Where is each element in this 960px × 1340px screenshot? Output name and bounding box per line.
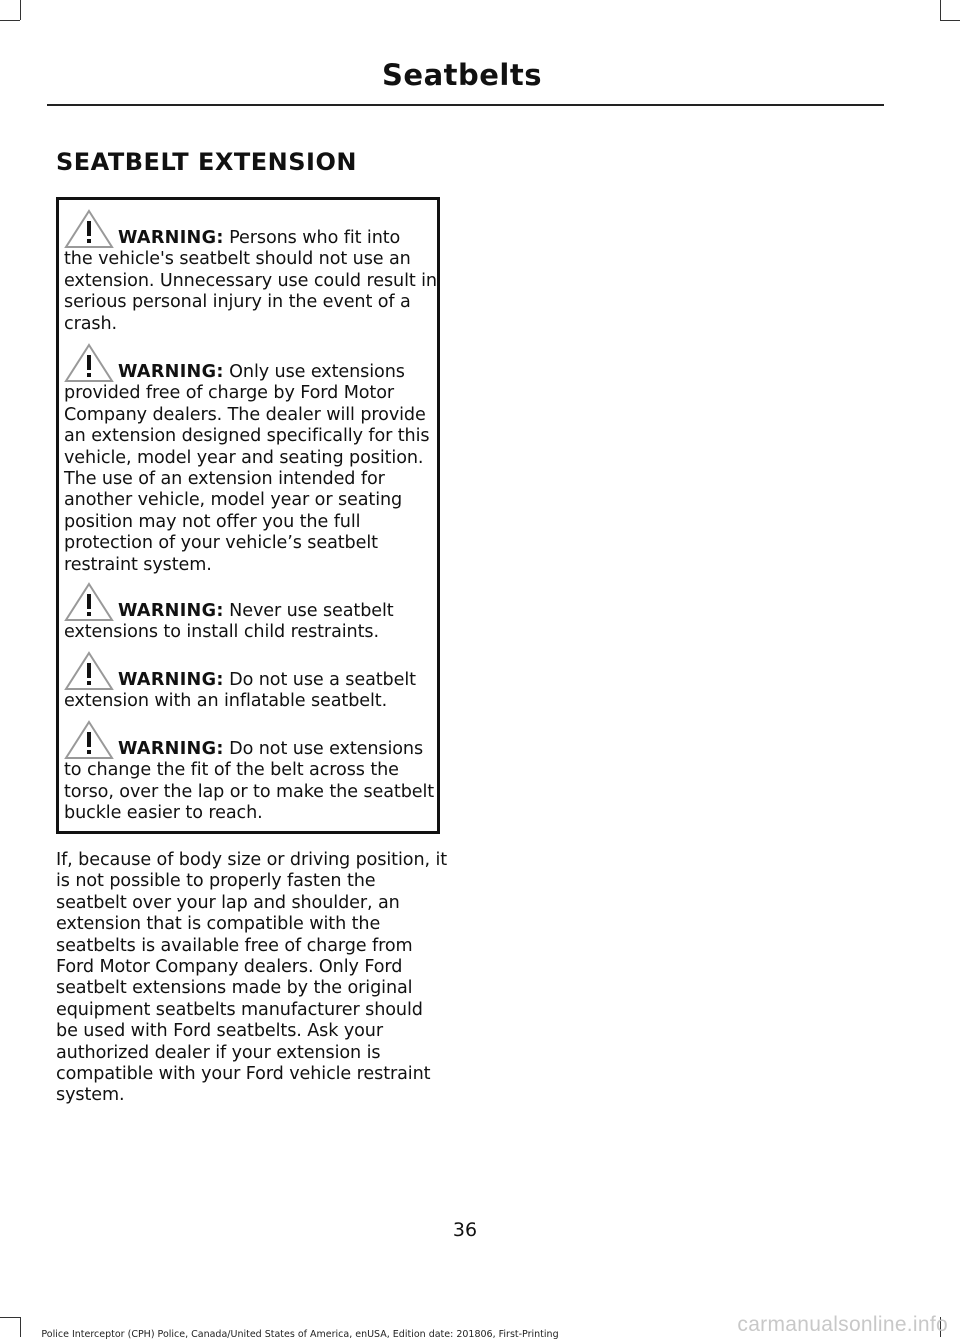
warning-text: to change the fit of the belt across the torso, over the lap or to make the seatbelt buckle easier to reach. [64, 760, 435, 824]
warning-item [64, 205, 440, 335]
warning-triangle-icon [64, 343, 114, 383]
header-divider [47, 104, 884, 106]
crop-mark-top-right [940, 0, 941, 20]
crop-mark-top-left [20, 0, 21, 20]
warning-text-first: Do not use a seatbelt [229, 670, 416, 690]
crop-mark-top-right-h [940, 20, 960, 21]
warning-text: provided free of charge by Ford Motor Company dealers. The dealer will provide an extension designed specifically for this vehicle, model year and seating position. The use of an extension intended for another vehicle, model year or seating position may not offer you the full protection of your vehicle’s seatbelt restraint system. [64, 383, 430, 575]
warning-text-first: Never use seatbelt [229, 601, 394, 621]
warning-triangle-icon [64, 651, 114, 691]
edition-footer: Police Interceptor (CPH) Police, Canada/United States of America, enUSA, Edition date: 201806, First-Printing [41, 1329, 559, 1340]
warning-item [64, 339, 440, 576]
header-title: Seatbelts [382, 58, 542, 92]
section-heading: SEATBELT EXTENSION [56, 148, 357, 176]
warning-text-first: Do not use extensions [229, 739, 424, 759]
crop-mark-bottom-left-h [0, 1317, 20, 1318]
warning-label: WARNING: [118, 228, 224, 248]
warning-label: WARNING: [118, 362, 224, 382]
warning-text: extension with an inflatable seatbelt. [64, 691, 388, 712]
warning-text: the vehicle's seatbelt should not use an extension. Unnecessary use could result in serious personal injury in the event of a crash. [64, 249, 437, 334]
warning-item [64, 716, 440, 825]
warning-triangle-icon [64, 582, 114, 622]
warning-text-first: Persons who fit into [229, 228, 401, 248]
crop-mark-top-left-h [0, 20, 20, 21]
page-number: 36 [452, 1219, 478, 1241]
warning-text-first: Only use extensions [229, 362, 405, 382]
warning-text: extensions to install child restraints. [64, 622, 379, 643]
warning-triangle-icon [64, 720, 114, 760]
body-paragraph: If, because of body size or driving position, it is not possible to properly fasten the seatbelt over your lap and shoulder, an extension that is compatible with the seatbelts is available free of charge from Ford Motor Company dealers. Only Ford seatbelt extensions made by the original equipment seatbelts manufacturer should be used with Ford seatbelts. Ask your authorized dealer if your extension is compatible with your Ford vehicle restraint system. [56, 850, 448, 1106]
watermark: carmanualsonline.info [737, 1313, 948, 1336]
warning-label: WARNING: [118, 670, 224, 690]
warning-label: WARNING: [118, 739, 224, 759]
warning-triangle-icon [64, 209, 114, 249]
warning-label: WARNING: [118, 601, 224, 621]
warning-item [64, 578, 440, 644]
warning-item [64, 647, 440, 713]
page-header [0, 58, 930, 92]
